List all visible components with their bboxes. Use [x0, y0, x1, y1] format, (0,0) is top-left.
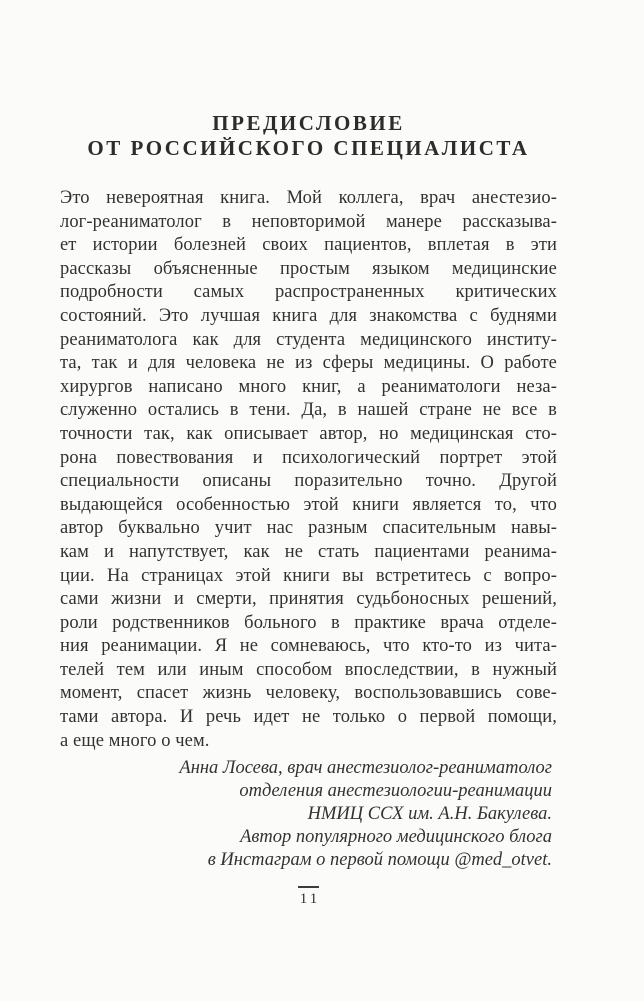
- paragraph-line: телей тем или иным способом впоследствии, в нужный: [60, 659, 557, 680]
- title-line-1: ПРЕДИСЛОВИЕ: [212, 111, 405, 135]
- attribution-line: НМИЦ ССХ им. А.Н. Бакулева.: [307, 804, 552, 825]
- paragraph-line: тами автора. И речь идет не только о первой помощи,: [60, 707, 557, 728]
- paragraph-line: а еще много о чем.: [60, 730, 210, 751]
- attribution-line: в Инстаграм о первой помощи @med_otvet.: [207, 850, 552, 871]
- chapter-title: [60, 0, 557, 161]
- attribution-line: отделения анестезиологии-реанимации: [239, 781, 552, 802]
- paragraph-line: реаниматолога как для студента медицинского институ-: [60, 329, 557, 350]
- paragraph-line: ет истории болезней своих пациентов, вплетая в эти: [60, 235, 557, 256]
- page-number: 11: [299, 891, 321, 908]
- paragraph-line: выдающейся особенностью этой книги является то, что: [60, 494, 557, 515]
- paragraph-line: рона повествования и психологический портрет этой: [60, 447, 557, 468]
- paragraph-line: специальности описаны поразительно точно. Другой: [60, 471, 557, 492]
- paragraph-line: подробности самых распространенных критических: [60, 282, 557, 303]
- attribution-line: Анна Лосева, врач анестезиолог-реаниматолог: [179, 758, 552, 779]
- paragraph-line: лог-реаниматолог в неповторимой манере рассказыва-: [60, 211, 557, 232]
- paragraph-line: состояний. Это лучшая книга для знакомства с буднями: [60, 305, 557, 326]
- paragraph-line: точности так, как описывает автор, но медицинская сто-: [60, 423, 557, 444]
- author-attribution: [60, 757, 557, 872]
- page-content: [60, 0, 557, 908]
- paragraph-line: ния реанимации. Я не сомневаюсь, что кто-то из чита-: [60, 636, 557, 657]
- paragraph-line: момент, спасет жизнь человеку, воспользовавшись сове-: [60, 683, 557, 704]
- paragraph-line: та, так и для человека не из сферы медицины. О работе: [60, 353, 557, 374]
- attribution-line: Автор популярного медицинского блога: [240, 827, 552, 848]
- paragraph-line: хирургов написано много книг, а реаниматологи неза-: [60, 376, 557, 397]
- paragraph-line: кам и напутствует, как не стать пациентами реанима-: [60, 541, 557, 562]
- preface-paragraph: [60, 187, 557, 753]
- title-line-2: ОТ РОССИЙСКОГО СПЕЦИАЛИСТА: [87, 136, 530, 160]
- paragraph-line: рассказы объясненные простым языком медицинские: [60, 258, 557, 279]
- paragraph-line: Это невероятная книга. Мой коллега, врач анестезио-: [60, 188, 557, 208]
- page-footer: [60, 886, 557, 908]
- paragraph-line: служенно остались в тени. Да, в нашей стране не все в: [60, 400, 557, 421]
- paragraph-line: роли родственников больного в практике врача отделе-: [60, 612, 557, 633]
- footer-divider: [298, 886, 319, 888]
- paragraph-line: ции. На страницах этой книги вы встретитесь с вопро-: [60, 565, 557, 586]
- paragraph-line: автор буквально учит нас разным спасительным навы-: [60, 518, 557, 539]
- paragraph-line: сами жизни и смерти, принятия судьбоносных решений,: [60, 589, 557, 610]
